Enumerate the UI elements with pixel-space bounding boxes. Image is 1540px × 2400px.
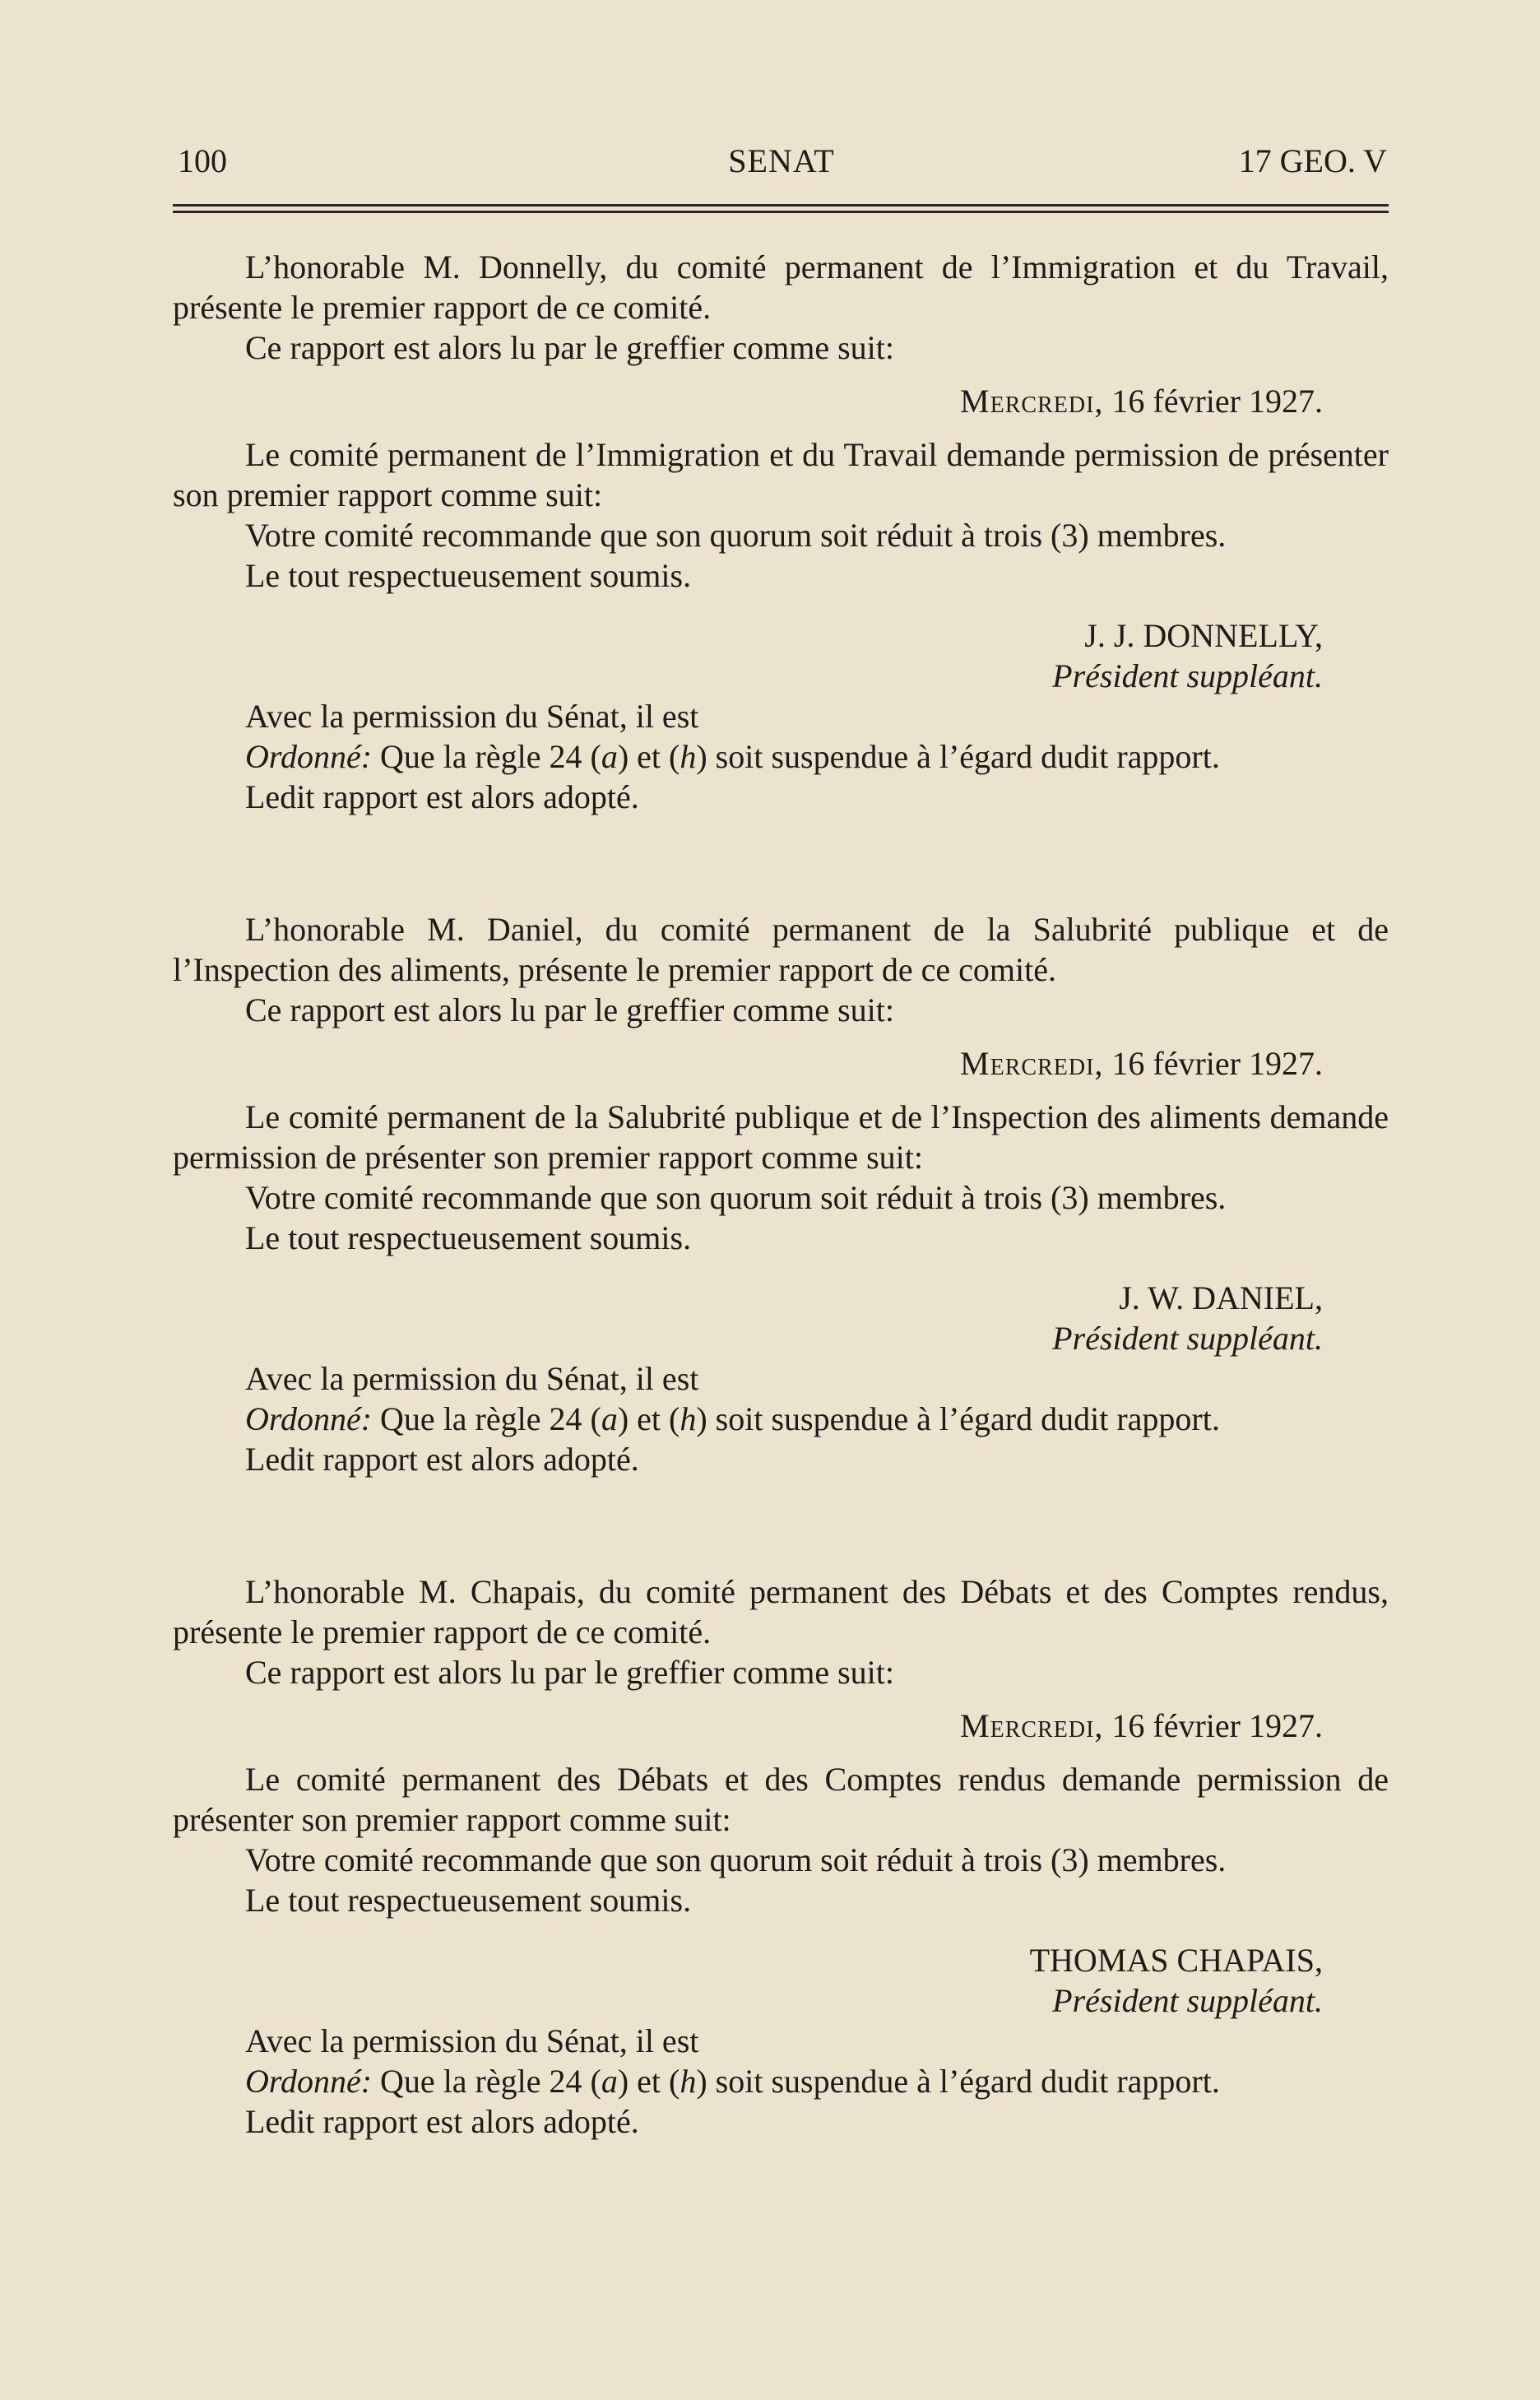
report-date-rest: 16 février 1927. [1103, 1045, 1323, 1082]
order-letter-h: h [680, 738, 697, 775]
regnal-year: 17 GEO. V [1238, 142, 1387, 179]
section-read-line: Ce rapport est alors lu par le greffier comme suit: [245, 1654, 895, 1691]
order-letter-h: h [680, 2063, 697, 2100]
signer-title: Président suppléant. [1052, 1982, 1323, 2019]
section-adopted: Ledit rapport est alors adopté. [245, 1441, 639, 1478]
report-section-donnelly [173, 247, 1389, 817]
order-text-3: ) soit suspendue à l’égard dudit rapport. [696, 2063, 1220, 2100]
section-permission: Avec la permission du Sénat, il est [245, 698, 699, 735]
section-order [173, 736, 1389, 777]
order-letter-a: a [601, 738, 618, 775]
signer-name: J. W. DANIEL, [1119, 1279, 1323, 1316]
signer-title: Président suppléant. [1052, 657, 1323, 694]
order-label: Ordonné: [245, 738, 373, 775]
signer-name: J. J. DONNELLY, [1084, 617, 1323, 654]
order-text-2: ) et ( [617, 2063, 680, 2100]
order-text-1: Que la règle 24 ( [372, 1400, 601, 1437]
section-request: Le comité permanent de la Salubrité publique et de l’Inspection des aliments demande permission de présenter son premier rapport comme suit: [173, 1098, 1389, 1176]
section-permission: Avec la permission du Sénat, il est [245, 2022, 699, 2059]
order-letter-a: a [601, 2063, 618, 2100]
section-submitted: Le tout respectueusement soumis. [245, 557, 692, 594]
section-order [173, 2061, 1389, 2101]
signer-name: THOMAS CHAPAIS, [1029, 1942, 1323, 1979]
order-label: Ordonné: [245, 2063, 373, 2100]
page-header [173, 142, 1390, 191]
section-submitted: Le tout respectueusement soumis. [245, 1219, 692, 1256]
section-intro: L’honorable M. Daniel, du comité permanent de la Salubrité publique et de l’Inspection des aliments, présente le premier rapport de ce comité. [173, 911, 1389, 988]
order-letter-h: h [680, 1400, 697, 1437]
order-text-2: ) et ( [617, 738, 680, 775]
report-section-chapais [173, 1571, 1389, 2142]
signer-title: Président suppléant. [1052, 1320, 1323, 1357]
report-date-rest: 16 février 1927. [1103, 383, 1323, 420]
report-date [173, 1043, 1389, 1084]
section-recommend: Votre comité recommande que son quorum soit réduit à trois (3) membres. [245, 1841, 1227, 1878]
report-date-day: Mercredi, [960, 1707, 1104, 1744]
header-rule-bottom [173, 211, 1389, 213]
report-date [173, 1706, 1389, 1746]
section-adopted: Ledit rapport est alors adopté. [245, 2103, 639, 2140]
order-text-3: ) soit suspendue à l’égard dudit rapport. [696, 738, 1220, 775]
section-intro: L’honorable M. Donnelly, du comité permanent de l’Immigration et du Travail, présente le premier rapport de ce comité. [173, 248, 1389, 326]
order-text-3: ) soit suspendue à l’égard dudit rapport. [696, 1400, 1220, 1437]
section-request: Le comité permanent de l’Immigration et du Travail demande permission de présenter son premier rapport comme suit: [173, 436, 1389, 513]
order-text-1: Que la règle 24 ( [372, 738, 601, 775]
page-number: 100 [178, 142, 227, 179]
report-date-rest: 16 février 1927. [1103, 1707, 1323, 1744]
report-section-daniel [173, 909, 1389, 1479]
order-label: Ordonné: [245, 1400, 373, 1437]
report-date [173, 381, 1389, 421]
report-date-day: Mercredi, [960, 1045, 1104, 1082]
section-recommend: Votre comité recommande que son quorum soit réduit à trois (3) membres. [245, 1179, 1227, 1216]
section-request: Le comité permanent des Débats et des Comptes rendus demande permission de présenter son premier rapport comme suit: [173, 1761, 1389, 1838]
order-letter-a: a [601, 1400, 618, 1437]
order-text-1: Que la règle 24 ( [372, 2063, 601, 2100]
report-date-day: Mercredi, [960, 383, 1104, 420]
page-body [173, 247, 1389, 2234]
page-title: SENAT [728, 142, 835, 179]
section-adopted: Ledit rapport est alors adopté. [245, 778, 639, 815]
section-recommend: Votre comité recommande que son quorum soit réduit à trois (3) membres. [245, 517, 1227, 554]
section-submitted: Le tout respectueusement soumis. [245, 1882, 692, 1919]
section-read-line: Ce rapport est alors lu par le greffier comme suit: [245, 329, 895, 366]
section-read-line: Ce rapport est alors lu par le greffier comme suit: [245, 991, 895, 1028]
header-rule-top [173, 204, 1389, 207]
section-intro: L’honorable M. Chapais, du comité permanent des Débats et des Comptes rendus, présente le premier rapport de ce comité. [173, 1573, 1389, 1650]
section-permission: Avec la permission du Sénat, il est [245, 1360, 699, 1397]
order-text-2: ) et ( [617, 1400, 680, 1437]
section-order [173, 1399, 1389, 1439]
